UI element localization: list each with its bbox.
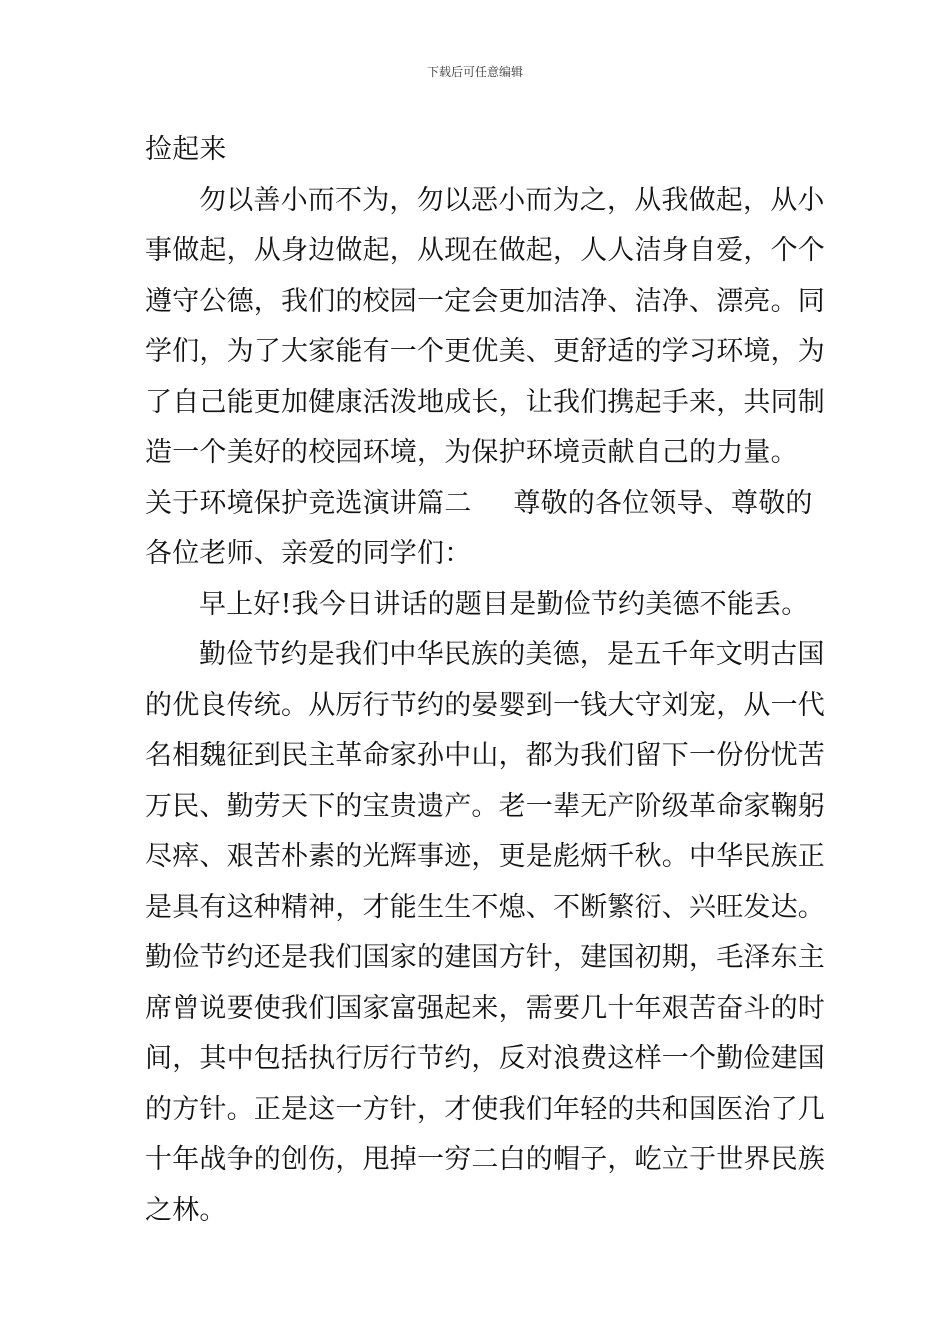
text-line: 的优良传统。从厉行节约的晏婴到一钱大守刘宠，从一代 [145, 689, 825, 721]
salutation-start: 尊敬的各位领导、尊敬的 [513, 487, 813, 519]
text-line: 间，其中包括执行厉行节约，反对浪费这样一个勤俭建国 [145, 1043, 825, 1074]
text-line: 尽瘁、艰苦朴素的光辉事迹，更是彪炳千秋。中华民族正 [145, 841, 825, 872]
text-line: 遵守公德，我们的校园一定会更加洁净、洁净、漂亮。同 [145, 285, 825, 317]
section-heading: 关于环境保护竞选演讲篇二 [145, 487, 472, 519]
text-line: 十年战争的创伤，甩掉一穷二白的帽子，屹立于世界民族 [145, 1144, 825, 1175]
text-line: 捡起来 [145, 134, 227, 165]
text-line: 造一个美好的校园环境，为保护环境贡献自己的力量。 [145, 437, 798, 468]
text-line: 勤俭节约还是我们国家的建国方针，建国初期，毛泽东主 [145, 942, 825, 973]
text-line: 勤俭节约是我们中华民族的美德，是五千年文明古国 [199, 639, 825, 670]
text-line: 的方针。正是这一方针，才使我们年轻的共和国医治了几 [145, 1093, 825, 1125]
text-line: 事做起，从身边做起，从现在做起，人人洁身自爱，个个 [145, 235, 825, 266]
text-line: 之林。 [145, 1194, 227, 1226]
text-line: 是具有这种精神，才能生生不熄、不断繁衍、兴旺发达。 [145, 891, 825, 923]
section-heading-line [145, 479, 813, 530]
text-line: 了自己能更加健康活泼地成长，让我们携起手来，共同制 [145, 386, 825, 418]
text-line: 席曾说要使我们国家富强起来，需要几十年艰苦奋斗的时 [145, 992, 825, 1024]
text-line: 各位老师、亲爱的同学们： [145, 538, 472, 569]
text-line: 勿以善小而不为，勿以恶小而为之，从我做起，从小 [199, 184, 825, 216]
text-line: 学们，为了大家能有一个更优美、更舒适的学习环境，为 [145, 336, 825, 367]
text-line: 名相魏征到民主革命家孙中山，都为我们留下一份份忧苦 [145, 740, 825, 771]
text-line: 早上好!我今日讲话的题目是勤俭节约美德不能丢。 [199, 588, 809, 620]
text-line: 万民、勤劳天下的宝贵遗产。老一辈无产阶级革命家鞠躬 [145, 790, 825, 822]
page-header: 下载后可任意编辑 [426, 65, 523, 79]
document-body [145, 125, 825, 1236]
